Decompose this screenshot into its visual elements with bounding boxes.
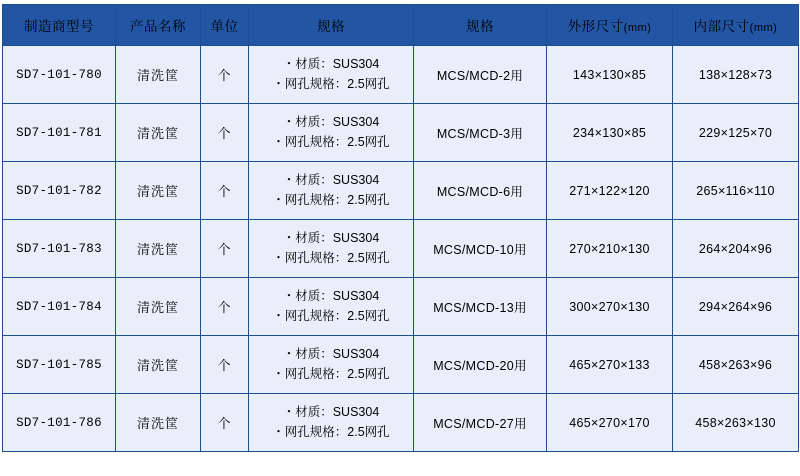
cell-spec-model: MCS/MCD-2用 (414, 46, 547, 104)
cell-product-name: 清洗筐 (116, 46, 201, 104)
cell-unit: 个 (201, 220, 249, 278)
column-header-unit-label: 单位 (210, 19, 239, 34)
column-header-product-name (116, 5, 201, 46)
column-header-inner-dimensions-label: 内部尺寸 (693, 19, 750, 34)
cell-model: SD7-101-783 (3, 220, 116, 278)
table-row (3, 278, 799, 336)
cell-inner-dimensions: 265×116×110 (673, 162, 799, 220)
cell-spec-model: MCS/MCD-27用 (414, 394, 547, 452)
table-body (3, 46, 799, 452)
column-header-outer-dimensions (547, 5, 673, 46)
cell-outer-dimensions: 271×122×120 (547, 162, 673, 220)
cell-spec-material-line2: ・网孔规格：2.5网孔 (272, 308, 390, 323)
cell-spec-material (249, 394, 414, 452)
cell-product-name: 清洗筐 (116, 278, 201, 336)
table-header-row (3, 5, 799, 46)
cell-spec-material (249, 162, 414, 220)
cell-spec-model: MCS/MCD-3用 (414, 104, 547, 162)
column-header-model-label: 制造商型号 (24, 19, 94, 34)
table-row (3, 46, 799, 104)
cell-outer-dimensions: 270×210×130 (547, 220, 673, 278)
cell-product-name: 清洗筐 (116, 162, 201, 220)
column-header-unit (201, 5, 249, 46)
cell-spec-material-line2: ・网孔规格：2.5网孔 (272, 192, 390, 207)
column-header-inner-dimensions (673, 5, 799, 46)
cell-product-name: 清洗筐 (116, 336, 201, 394)
cell-inner-dimensions: 264×204×96 (673, 220, 799, 278)
cell-spec-material-line1: ・材质：SUS304 (282, 173, 380, 188)
cell-model: SD7-101-784 (3, 278, 116, 336)
table-row (3, 104, 799, 162)
column-header-outer-dimensions-label: 外形尺寸 (567, 19, 624, 34)
cell-inner-dimensions: 138×128×73 (673, 46, 799, 104)
column-header-spec-model-label: 规格 (466, 19, 494, 34)
table-row (3, 162, 799, 220)
cell-inner-dimensions: 294×264×96 (673, 278, 799, 336)
cell-inner-dimensions: 229×125×70 (673, 104, 799, 162)
cell-unit: 个 (201, 336, 249, 394)
cell-spec-material (249, 46, 414, 104)
column-header-spec-material (249, 5, 414, 46)
cell-spec-material (249, 278, 414, 336)
cell-unit: 个 (201, 278, 249, 336)
cell-model: SD7-101-782 (3, 162, 116, 220)
cell-product-name: 清洗筐 (116, 220, 201, 278)
cell-product-name: 清洗筐 (116, 104, 201, 162)
cell-spec-model: MCS/MCD-20用 (414, 336, 547, 394)
cell-spec-material (249, 220, 414, 278)
table-row (3, 336, 799, 394)
cell-spec-material-line1: ・材质：SUS304 (282, 115, 380, 130)
cell-outer-dimensions: 300×270×130 (547, 278, 673, 336)
column-header-outer-dimensions-unit: (mm) (623, 22, 652, 34)
cell-spec-model: MCS/MCD-6用 (414, 162, 547, 220)
column-header-model (3, 5, 116, 46)
cell-spec-model: MCS/MCD-13用 (414, 278, 547, 336)
cell-spec-model: MCS/MCD-10用 (414, 220, 547, 278)
product-spec-table (2, 4, 799, 452)
cell-model: SD7-101-781 (3, 104, 116, 162)
column-header-inner-dimensions-unit: (mm) (749, 22, 778, 34)
cell-spec-material (249, 336, 414, 394)
cell-spec-material (249, 104, 414, 162)
column-header-product-name-label: 产品名称 (130, 19, 186, 34)
cell-spec-material-line2: ・网孔规格：2.5网孔 (272, 250, 390, 265)
cell-spec-material-line2: ・网孔规格：2.5网孔 (272, 134, 390, 149)
cell-inner-dimensions: 458×263×96 (673, 336, 799, 394)
cell-spec-material-line2: ・网孔规格：2.5网孔 (272, 424, 390, 439)
cell-spec-material-line1: ・材质：SUS304 (282, 57, 380, 72)
cell-spec-material-line2: ・网孔规格：2.5网孔 (272, 76, 390, 91)
cell-unit: 个 (201, 46, 249, 104)
cell-product-name: 清洗筐 (116, 394, 201, 452)
cell-spec-material-line1: ・材质：SUS304 (282, 289, 380, 304)
cell-outer-dimensions: 234×130×85 (547, 104, 673, 162)
column-header-spec-model (414, 5, 547, 46)
cell-unit: 个 (201, 394, 249, 452)
table-row (3, 394, 799, 452)
column-header-spec-material-label: 规格 (317, 19, 345, 34)
cell-model: SD7-101-785 (3, 336, 116, 394)
table-row (3, 220, 799, 278)
cell-spec-material-line1: ・材质：SUS304 (282, 347, 380, 362)
cell-spec-material-line1: ・材质：SUS304 (282, 405, 380, 420)
cell-model: SD7-101-786 (3, 394, 116, 452)
cell-outer-dimensions: 465×270×170 (547, 394, 673, 452)
cell-unit: 个 (201, 162, 249, 220)
cell-inner-dimensions: 458×263×130 (673, 394, 799, 452)
cell-outer-dimensions: 465×270×133 (547, 336, 673, 394)
cell-spec-material-line1: ・材质：SUS304 (282, 231, 380, 246)
table-header (3, 5, 799, 46)
cell-model: SD7-101-780 (3, 46, 116, 104)
cell-unit: 个 (201, 104, 249, 162)
cell-outer-dimensions: 143×130×85 (547, 46, 673, 104)
cell-spec-material-line2: ・网孔规格：2.5网孔 (272, 366, 390, 381)
